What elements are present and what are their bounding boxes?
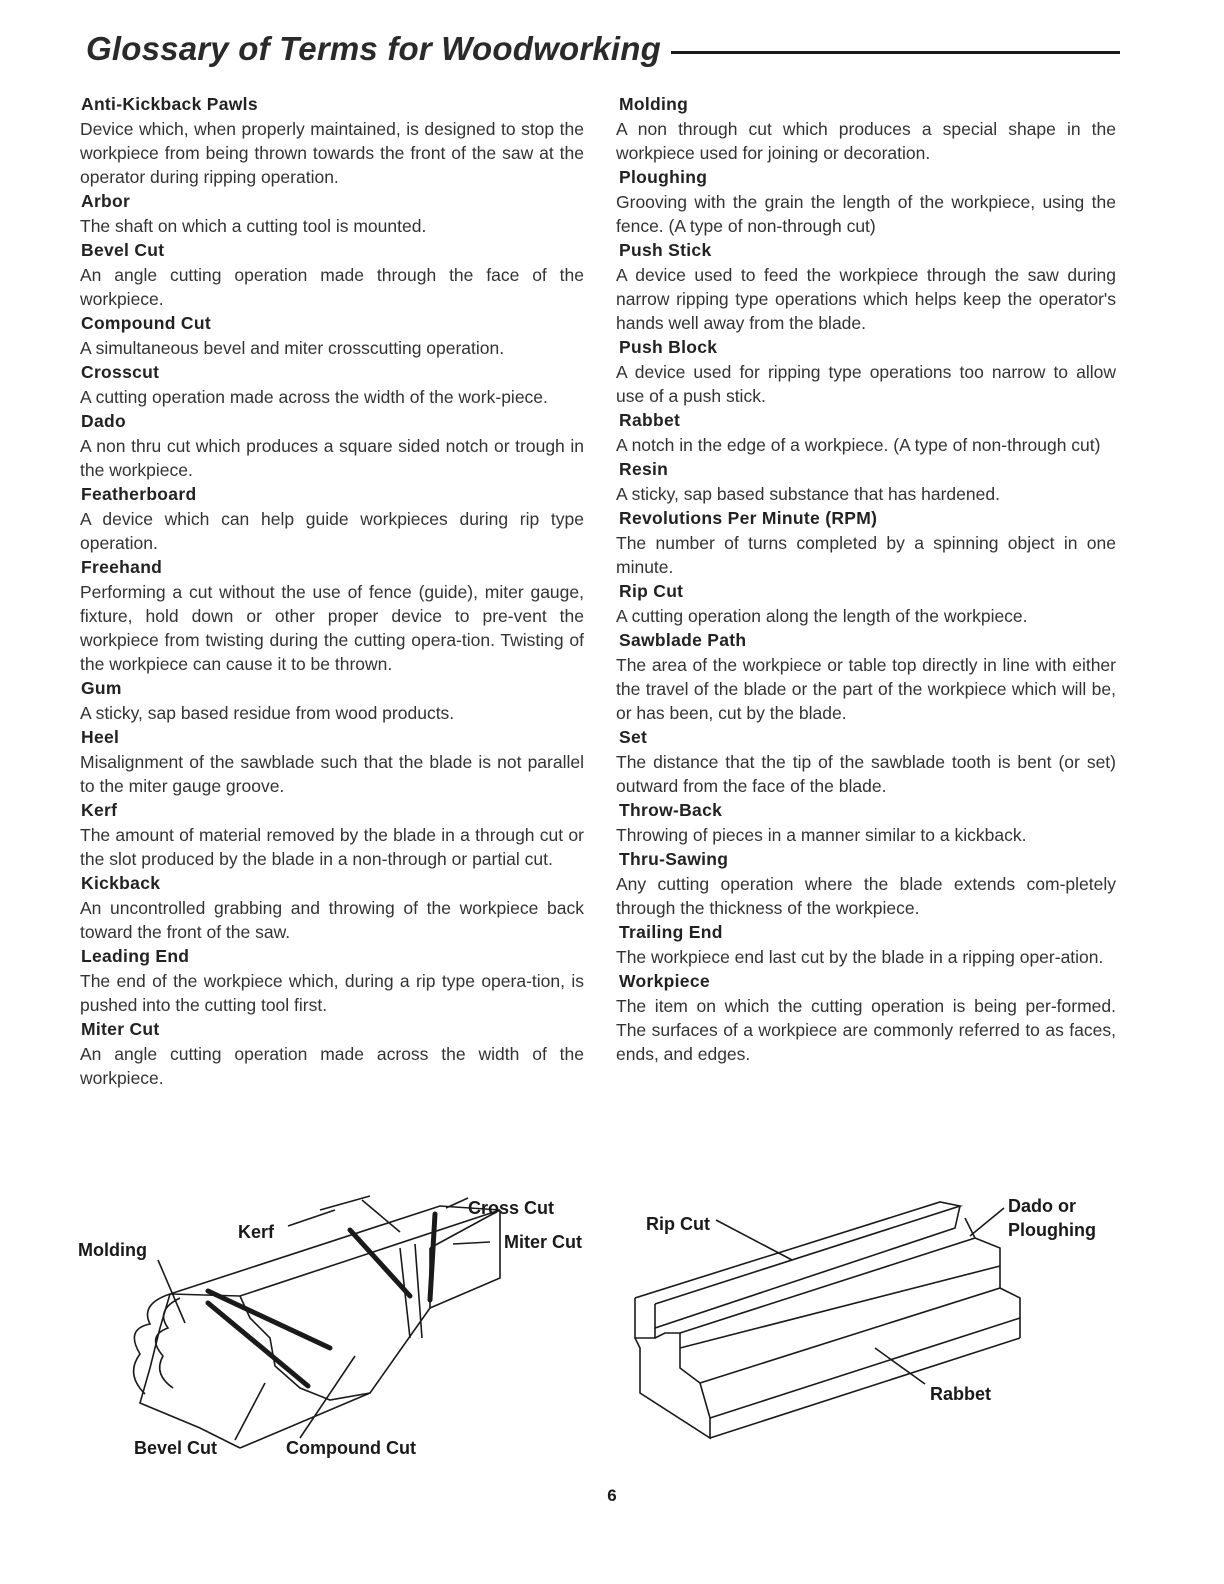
glossary-term: Rip Cut bbox=[619, 581, 684, 601]
glossary-definition: Misalignment of the sawblade such that the blade is not parallel to the miter gauge groove. bbox=[80, 752, 584, 796]
glossary-entry bbox=[74, 238, 584, 311]
glossary-definition: A device used for ripping type operations too narrow to allow use of a push stick. bbox=[616, 362, 1116, 406]
label-cross-cut: Cross Cut bbox=[468, 1198, 555, 1218]
glossary-term: Bevel Cut bbox=[81, 240, 165, 260]
glossary-entry bbox=[616, 725, 1116, 798]
title-rule bbox=[671, 51, 1120, 54]
glossary-term: Compound Cut bbox=[81, 313, 211, 333]
label-compound-cut: Compound Cut bbox=[286, 1438, 416, 1458]
glossary-entry bbox=[74, 725, 584, 798]
label-rabbet: Rabbet bbox=[930, 1384, 992, 1404]
glossary-definition: An angle cutting operation made through the face of the workpiece. bbox=[80, 265, 584, 309]
glossary-definition: The distance that the tip of the sawblade tooth is bent (or set) outward from the face of the blade. bbox=[616, 752, 1116, 796]
crosscut-board-illustration bbox=[70, 1188, 610, 1468]
rip-board-illustration bbox=[620, 1188, 1120, 1458]
label-miter-cut: Miter Cut bbox=[504, 1232, 582, 1252]
glossary-definition: The workpiece end last cut by the blade in a ripping oper-ation. bbox=[616, 947, 1104, 967]
page-title: Glossary of Terms for Woodworking bbox=[86, 30, 662, 67]
glossary-entry bbox=[74, 871, 584, 944]
glossary-term: Gum bbox=[81, 678, 122, 698]
figure-rip-board bbox=[620, 1188, 1120, 1463]
glossary-definition: A device which can help guide workpieces during rip type operation. bbox=[80, 509, 584, 553]
glossary-entry bbox=[616, 238, 1116, 335]
label-bevel-cut: Bevel Cut bbox=[134, 1438, 218, 1458]
glossary-term: Sawblade Path bbox=[619, 630, 747, 650]
glossary-definition: The number of turns completed by a spinning object in one minute. bbox=[616, 533, 1116, 577]
title-row bbox=[86, 30, 1120, 68]
glossary-term: Push Stick bbox=[619, 240, 712, 260]
glossary-term: Thru-Sawing bbox=[619, 849, 729, 869]
glossary-entry bbox=[74, 1017, 584, 1090]
glossary-term: Resin bbox=[619, 459, 669, 479]
glossary-term: Push Block bbox=[619, 337, 718, 357]
glossary-entry bbox=[74, 409, 584, 482]
glossary-right-column bbox=[616, 92, 1116, 1066]
glossary-entry bbox=[74, 555, 584, 676]
glossary-term: Throw-Back bbox=[619, 800, 723, 820]
glossary-definition: Performing a cut without the use of fence (guide), miter gauge, fixture, hold down or other proper device to pre-vent the workpiece from twisting during the cutting opera-tion. Twisting of the workpiece can cause it to be thrown. bbox=[80, 582, 584, 674]
glossary-left-column bbox=[74, 92, 584, 1090]
glossary-definition: The item on which the cutting operation is being per-formed. The surfaces of a workpiece are commonly referred to as faces, ends, and edges. bbox=[616, 996, 1116, 1064]
glossary-definition: A cutting operation made across the width of the work-piece. bbox=[80, 387, 548, 407]
glossary-entry bbox=[74, 360, 584, 409]
page-number: 6 bbox=[607, 1486, 617, 1505]
glossary-term: Heel bbox=[81, 727, 120, 747]
glossary-definition: A sticky, sap based substance that has hardened. bbox=[616, 484, 1000, 504]
figure-crosscut-board bbox=[70, 1188, 610, 1473]
glossary-term: Featherboard bbox=[81, 484, 197, 504]
glossary-entry bbox=[616, 628, 1116, 725]
glossary-term: Kickback bbox=[81, 873, 161, 893]
glossary-term: Ploughing bbox=[619, 167, 708, 187]
glossary-definition: The area of the workpiece or table top directly in line with either the travel of the blade or the part of the workpiece which will be, or has been, cut by the blade. bbox=[616, 655, 1116, 723]
glossary-term: Set bbox=[619, 727, 648, 747]
glossary-term: Rabbet bbox=[619, 410, 681, 430]
glossary-entry bbox=[74, 482, 584, 555]
glossary-entry bbox=[616, 969, 1116, 1066]
glossary-entry bbox=[616, 847, 1116, 920]
glossary-entry bbox=[616, 92, 1116, 165]
glossary-term: Arbor bbox=[81, 191, 131, 211]
glossary-definition: A cutting operation along the length of the workpiece. bbox=[616, 606, 1028, 626]
glossary-entry bbox=[616, 506, 1116, 579]
glossary-entry bbox=[74, 798, 584, 871]
glossary-definition: An uncontrolled grabbing and throwing of the workpiece back toward the front of the saw. bbox=[80, 898, 584, 942]
glossary-entry bbox=[74, 189, 584, 238]
glossary-definition: A non thru cut which produces a square sided notch or trough in the workpiece. bbox=[80, 436, 584, 480]
label-rip-cut: Rip Cut bbox=[646, 1214, 710, 1234]
glossary-definition: Grooving with the grain the length of the workpiece, using the fence. (A type of non-through cut) bbox=[616, 192, 1116, 236]
glossary-definition: A non through cut which produces a special shape in the workpiece used for joining or decoration. bbox=[616, 119, 1116, 163]
glossary-term: Dado bbox=[81, 411, 126, 431]
glossary-definition: The shaft on which a cutting tool is mounted. bbox=[80, 216, 427, 236]
glossary-term: Leading End bbox=[81, 946, 190, 966]
glossary-definition: A device used to feed the workpiece through the saw during narrow ripping type operations which helps keep the operator's hands well away from the blade. bbox=[616, 265, 1116, 333]
glossary-entry bbox=[74, 92, 584, 189]
glossary-definition: Any cutting operation where the blade extends com-pletely through the thickness of the workpiece. bbox=[616, 874, 1116, 918]
glossary-term: Anti-Kickback Pawls bbox=[81, 94, 258, 114]
glossary-definition: An angle cutting operation made across the width of the workpiece. bbox=[80, 1044, 584, 1088]
label-ploughing: Ploughing bbox=[1008, 1220, 1096, 1240]
label-dado-or: Dado or bbox=[1008, 1196, 1077, 1216]
glossary-definition: A simultaneous bevel and miter crosscutting operation. bbox=[80, 338, 505, 358]
glossary-definition: The end of the workpiece which, during a rip type opera-tion, is pushed into the cutting tool first. bbox=[80, 971, 584, 1015]
glossary-term: Trailing End bbox=[619, 922, 723, 942]
glossary-definition: Device which, when properly maintained, is designed to stop the workpiece from being thrown towards the front of the saw at the operator during ripping operation. bbox=[80, 119, 584, 187]
glossary-definition: The amount of material removed by the blade in a through cut or the slot produced by the blade in a non-through or partial cut. bbox=[80, 825, 584, 869]
glossary-term: Miter Cut bbox=[81, 1019, 160, 1039]
glossary-entry bbox=[616, 165, 1116, 238]
glossary-definition: A sticky, sap based residue from wood products. bbox=[80, 703, 455, 723]
glossary-term: Kerf bbox=[81, 800, 118, 820]
glossary-definition: Throwing of pieces in a manner similar to a kickback. bbox=[616, 825, 1027, 845]
glossary-term: Revolutions Per Minute (RPM) bbox=[619, 508, 878, 528]
glossary-entry bbox=[74, 676, 584, 725]
glossary-entry bbox=[74, 311, 584, 360]
label-molding: Molding bbox=[78, 1240, 147, 1260]
glossary-entry bbox=[616, 579, 1116, 628]
glossary-term: Crosscut bbox=[81, 362, 160, 382]
glossary-entry bbox=[616, 798, 1116, 847]
glossary-entry bbox=[616, 335, 1116, 408]
label-kerf: Kerf bbox=[238, 1222, 275, 1242]
glossary-entry bbox=[616, 457, 1116, 506]
glossary-entry bbox=[616, 408, 1116, 457]
glossary-definition: A notch in the edge of a workpiece. (A type of non-through cut) bbox=[616, 435, 1101, 455]
glossary-term: Freehand bbox=[81, 557, 163, 577]
glossary-term: Workpiece bbox=[619, 971, 710, 991]
glossary-entry bbox=[616, 920, 1116, 969]
glossary-entry bbox=[74, 944, 584, 1017]
glossary-term: Molding bbox=[619, 94, 689, 114]
